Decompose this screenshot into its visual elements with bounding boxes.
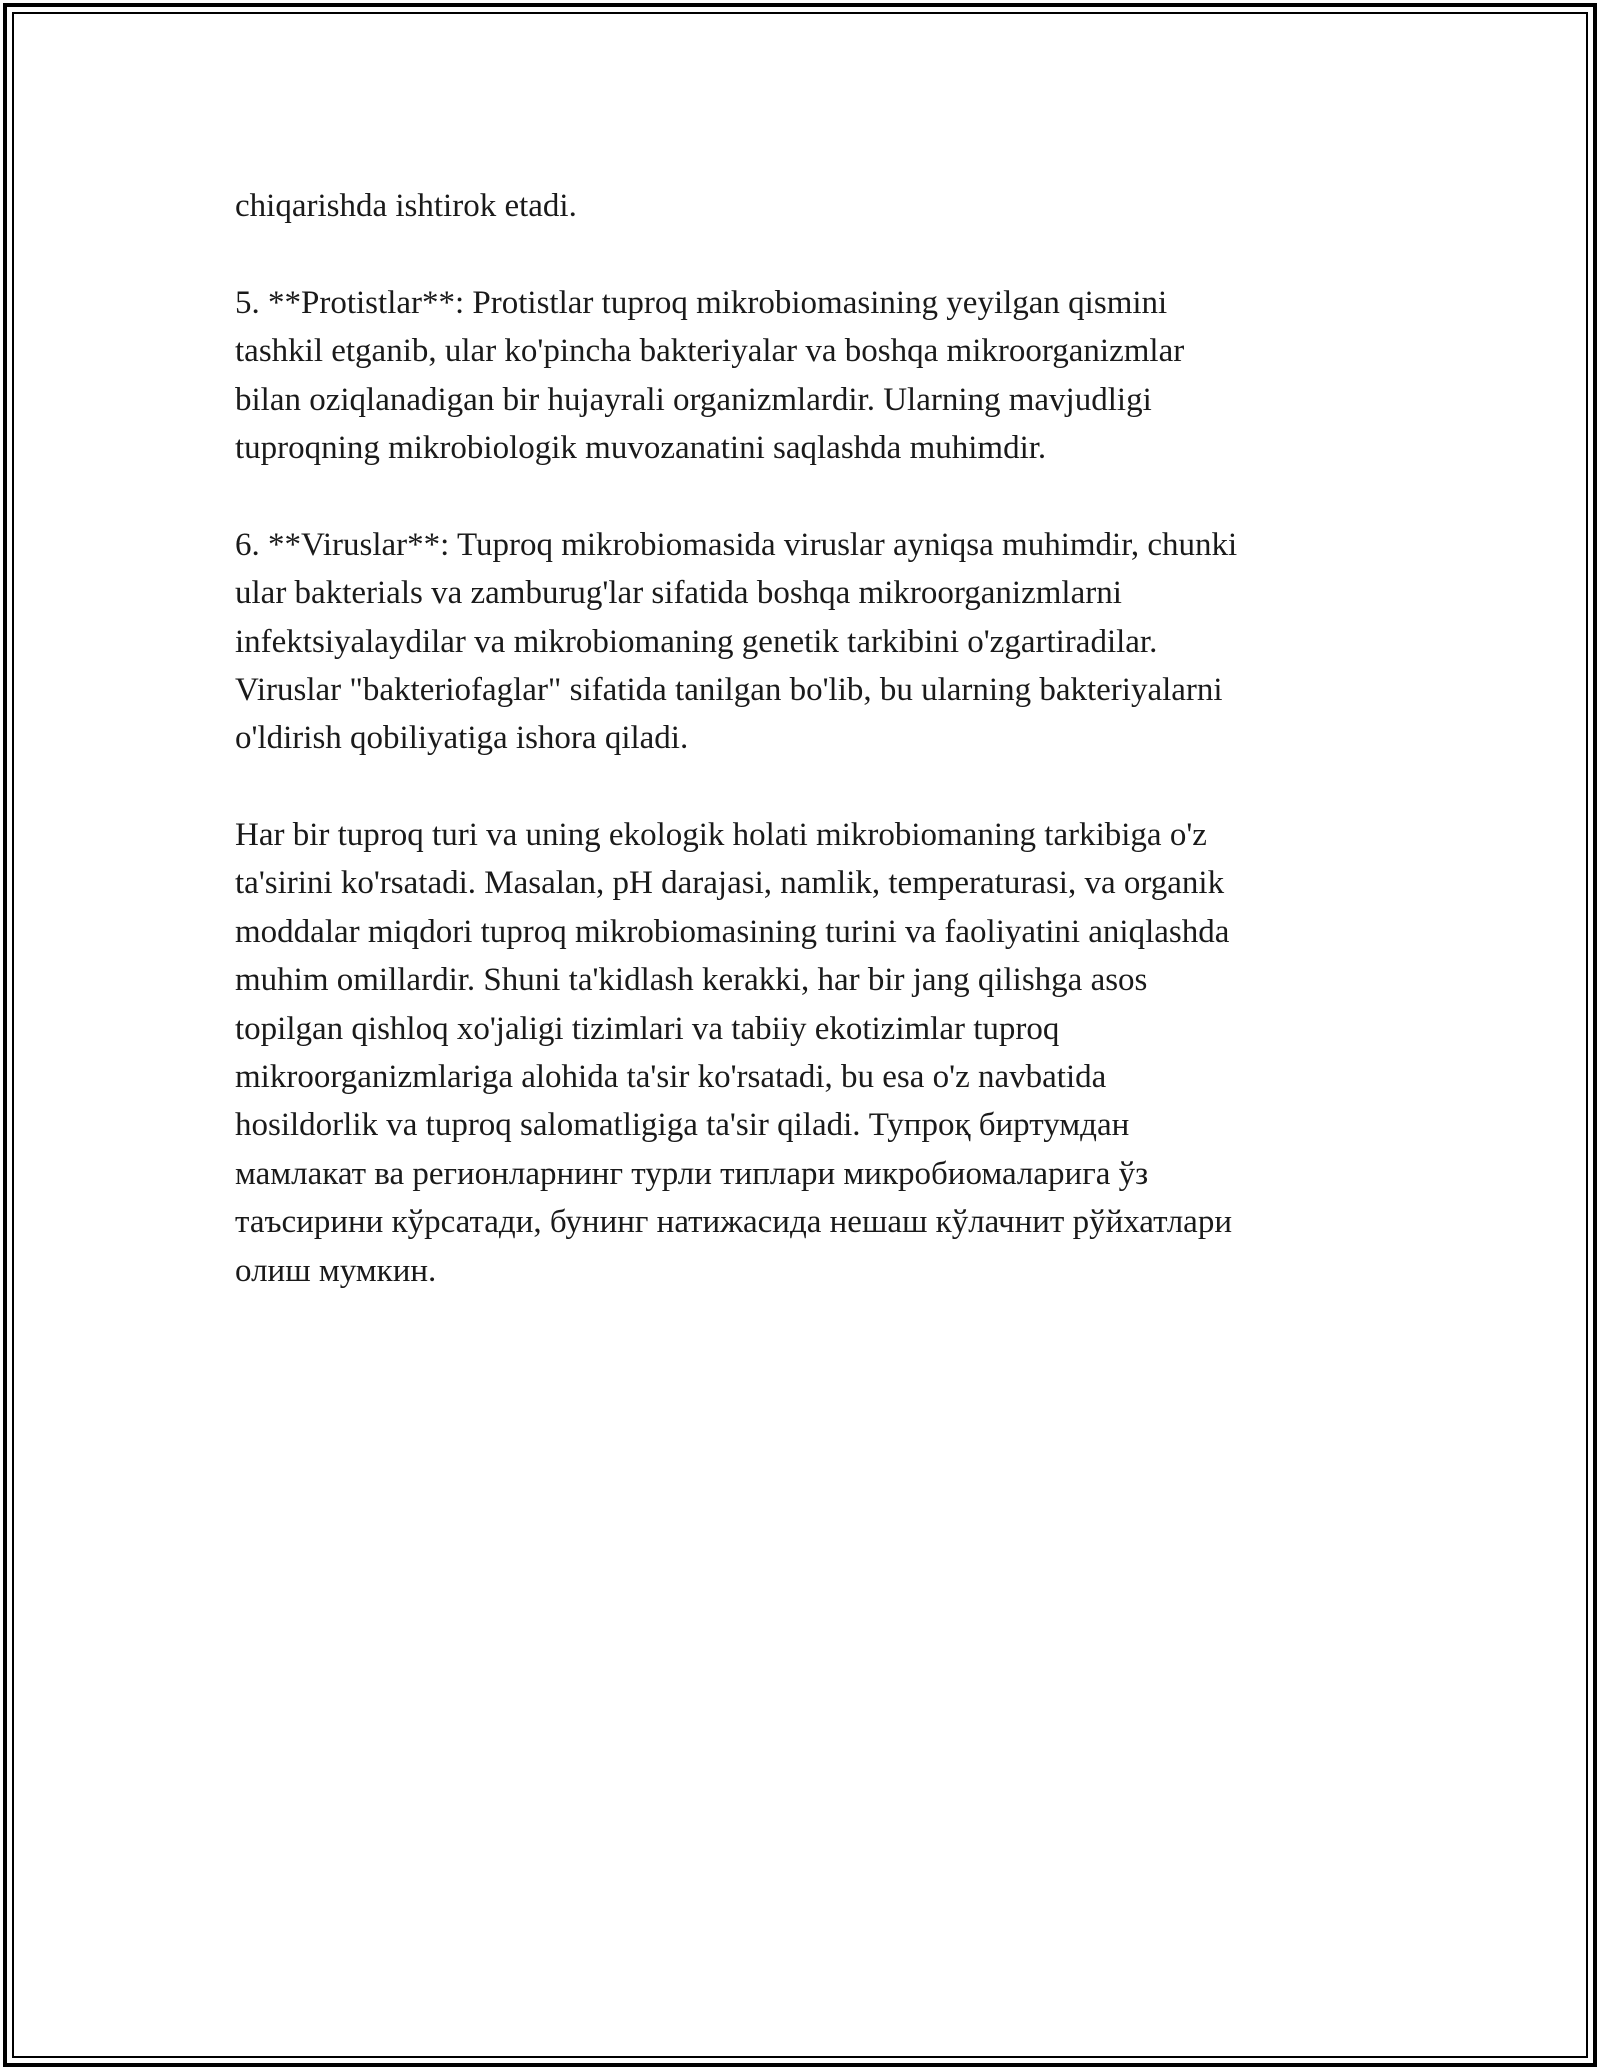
text-line: muhim omillardir. Shuni ta'kidlash kerakki, har bir jang qilishga asos [235, 962, 1148, 999]
text-line: chiqarishda ishtirok etadi. [235, 188, 577, 224]
paragraph-protistlar [235, 279, 1375, 473]
text-line: олиш мумкин. [235, 1252, 437, 1289]
text-line: tashkil etganib, ular ko'pincha bakteriyalar va boshqa mikroorganizmlar [235, 333, 1185, 370]
text-line: moddalar miqdori tuproq mikrobiomasining turini va faoliyatini aniqlashda [235, 913, 1230, 950]
text-line: мамлакат ва регионларнинг турли типлари микробиомаларига ўз [235, 1155, 1149, 1192]
text-line: bilan oziqlanadigan bir hujayrali organizmlardir. Ularning mavjudligi [235, 381, 1152, 418]
text-line: topilgan qishloq xo'jaligi tizimlari va tabiiy ekotizimlar tuproq [235, 1010, 1060, 1047]
text-line: hosildorlik va tuproq salomatligiga ta'sir qiladi. Тупроқ биртумдан [235, 1107, 1130, 1144]
paragraph-summary [235, 811, 1375, 1295]
text-line: Har bir tuproq turi va uning ekologik holati mikrobiomaning tarkibiga o'z [235, 817, 1207, 854]
document-body [235, 182, 1375, 1295]
text-line: ular bakterials va zamburug'lar sifatida boshqa mikroorganizmlarni [235, 575, 1122, 612]
text-line: mikroorganizmlariga alohida ta'sir ko'rsatadi, bu esa o'z navbatida [235, 1059, 1107, 1096]
text-line: o'ldirish qobiliyatiga ishora qiladi. [235, 720, 689, 757]
text-line: infektsiyalaydilar va mikrobiomaning genetik tarkibini o'zgartiradilar. [235, 623, 1158, 660]
text-line: tuproqning mikrobiologik muvozanatini saqlashda muhimdir. [235, 429, 1047, 466]
text-line: ta'sirini ko'rsatadi. Masalan, pH darajasi, namlik, temperaturasi, va organik [235, 865, 1225, 902]
paragraph-viruslar [235, 521, 1375, 763]
text-line: 6. **Viruslar**: Tuproq mikrobiomasida viruslar ayniqsa muhimdir, chunki [235, 526, 1238, 563]
text-line: 5. **Protistlar**: Protistlar tuproq mikrobiomasining yeyilgan qismini [235, 284, 1168, 321]
text-line: таъсирини кўрсатади, бунинг натижасида нешаш кўлачнит рўйхатлари [235, 1204, 1232, 1241]
paragraph-continuation [235, 182, 1375, 230]
text-line: Viruslar "bakteriofaglar" sifatida tanilgan bo'lib, bu ularning bakteriyalarni [235, 671, 1223, 708]
